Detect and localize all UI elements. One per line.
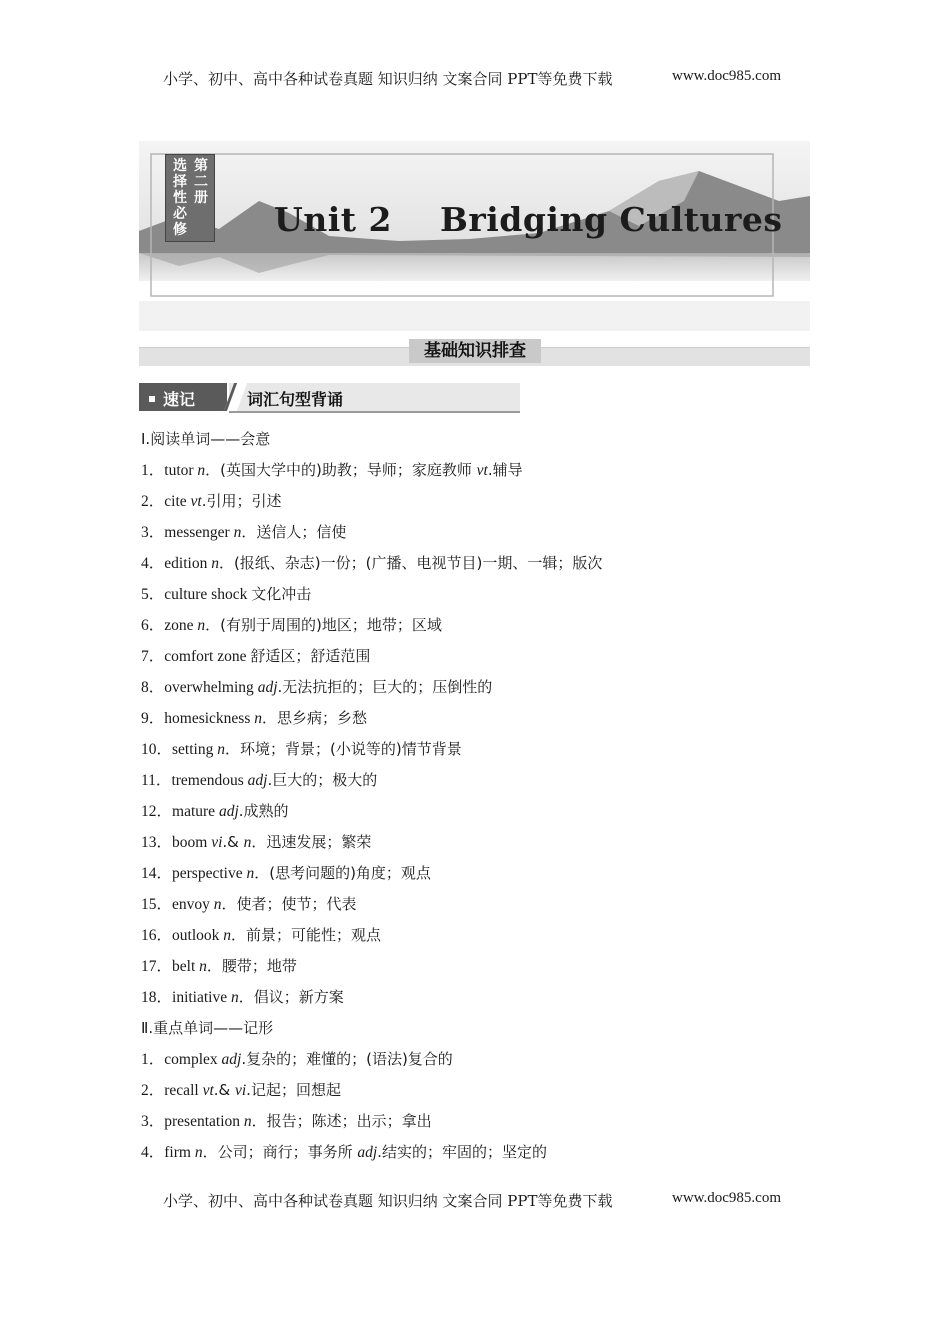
part-of-speech: n <box>194 1144 203 1161</box>
item-meaning: ．公司；商行；事务所 <box>202 1143 358 1161</box>
part-of-speech: vi <box>234 1082 247 1099</box>
item-word: perspective <box>172 865 247 882</box>
part-of-speech: n <box>246 865 255 882</box>
item-meaning: ．送信人；信使 <box>241 523 347 541</box>
section-heading: Ⅰ.阅读单词——会意 <box>141 430 271 448</box>
item-meaning: 文化冲击 <box>251 585 312 603</box>
vocab-item <box>141 582 821 613</box>
part-of-speech: n <box>199 958 207 975</box>
topic-tag-light <box>229 383 520 413</box>
vocab-item <box>141 861 821 892</box>
vocab-item <box>141 799 821 830</box>
vocab-item <box>141 985 821 1016</box>
item-word: boom <box>172 834 212 851</box>
item-word: homesickness <box>164 710 255 727</box>
square-bullet-icon <box>149 396 155 402</box>
item-meaning: ．腰带；地带 <box>206 957 297 975</box>
item-word: mature <box>172 803 219 820</box>
vocab-item <box>141 892 821 923</box>
item-number: 2． <box>141 1082 165 1099</box>
item-word: belt <box>172 958 200 975</box>
volume-tag <box>165 154 215 242</box>
item-number: 3． <box>141 524 165 541</box>
slash-divider <box>224 383 247 411</box>
item-word: cite <box>164 493 191 510</box>
volume-tag-col1: 选 择 性 必 修 <box>173 158 187 238</box>
vocab-item <box>141 1078 821 1109</box>
item-word: initiative <box>172 989 231 1006</box>
item-number: 7． <box>141 648 165 665</box>
vocab-item <box>141 520 821 551</box>
part-of-speech: n <box>243 1113 252 1130</box>
header-url: www.doc985.com <box>672 68 782 84</box>
item-meaning: ．报告；陈述；出示；拿出 <box>251 1112 432 1130</box>
item-meaning: ．迅速发展；繁荣 <box>251 833 372 851</box>
part-of-speech: vi <box>211 834 223 851</box>
item-word: complex <box>164 1051 222 1068</box>
section-title: 基础知识排查 <box>409 339 541 363</box>
part-of-speech: adj <box>247 772 268 789</box>
item-meaning: ．(报纸、杂志)一份；(广播、电视节目)一期、一辑；版次 <box>218 554 603 572</box>
vocab-item <box>141 551 821 582</box>
item-meaning: .无法抗拒的；巨大的；压倒性的 <box>277 678 493 696</box>
item-number: 17． <box>141 958 173 975</box>
item-number: 6． <box>141 617 165 634</box>
vocab-item <box>141 768 821 799</box>
item-word: culture shock <box>164 586 252 603</box>
vocab-item <box>141 954 821 985</box>
vocab-item <box>141 644 821 675</box>
vocab-item <box>141 613 821 644</box>
item-meaning: ．使者；使节；代表 <box>221 895 357 913</box>
item-meaning: .辅导 <box>487 461 523 479</box>
item-number: 12． <box>141 803 173 820</box>
footer-url: www.doc985.com <box>672 1190 782 1206</box>
item-meaning: ．(有别于周围的)地区；地带；区域 <box>205 616 442 634</box>
header-left-text: 小学、初中、高中各种试卷真题 知识归纳 文案合同 PPT等免费下载 <box>163 70 613 88</box>
item-number: 1． <box>141 1051 165 1068</box>
topic-tag-left: 速记 <box>163 390 196 409</box>
item-number: 13． <box>141 834 173 851</box>
topic-tag-right: 词汇句型背诵 <box>247 390 344 409</box>
item-number: 1． <box>141 462 165 479</box>
item-word: overwhelming <box>164 679 258 696</box>
part-of-speech: n <box>197 462 206 479</box>
item-word: setting <box>172 741 218 758</box>
item-number: 14． <box>141 865 173 882</box>
item-meaning: .结实的；牢固的；坚定的 <box>377 1143 547 1161</box>
vocabulary-list <box>141 427 821 1171</box>
item-meaning: .复杂的；难懂的；(语法)复合的 <box>241 1050 453 1068</box>
item-word: comfort zone <box>164 648 251 665</box>
part-of-speech: n <box>211 555 219 572</box>
vocab-item <box>141 1140 821 1171</box>
item-number: 15． <box>141 896 173 913</box>
vocab-item <box>141 706 821 737</box>
item-number: 4． <box>141 1144 165 1161</box>
part-of-speech: n <box>223 927 232 944</box>
item-number: 4． <box>141 555 165 572</box>
vocab-item <box>141 923 821 954</box>
unit-title: Unit 2 Bridging Cultures <box>274 200 783 239</box>
item-meaning: .成熟的 <box>238 802 289 820</box>
vocab-item <box>141 458 821 489</box>
item-meaning: .巨大的；极大的 <box>267 771 378 789</box>
vocab-item <box>141 1047 821 1078</box>
footer-left-text: 小学、初中、高中各种试卷真题 知识归纳 文案合同 PPT等免费下载 <box>163 1192 613 1210</box>
item-number: 16． <box>141 927 173 944</box>
item-word: edition <box>164 555 212 572</box>
item-meaning: .记起；回想起 <box>246 1081 341 1099</box>
item-word: presentation <box>164 1113 244 1130</box>
item-meaning: .& <box>222 833 244 851</box>
item-number: 2． <box>141 493 165 510</box>
part-of-speech: adj <box>257 679 278 696</box>
topic-tag <box>139 383 520 411</box>
item-word: zone <box>164 617 198 634</box>
item-meaning: 舒适区；舒适范围 <box>250 647 371 665</box>
vocab-item <box>141 830 821 861</box>
item-word: tutor <box>164 462 198 479</box>
item-word: tremendous <box>171 772 248 789</box>
item-meaning: ．前景；可能性；观点 <box>231 926 382 944</box>
item-word: messenger <box>164 524 234 541</box>
part-of-speech: vt <box>202 1082 214 1099</box>
item-word: firm <box>164 1144 195 1161</box>
part-of-speech: vt <box>476 462 488 479</box>
part-of-speech: n <box>243 834 252 851</box>
part-of-speech: n <box>213 896 222 913</box>
item-meaning: ．环境；背景；(小说等的)情节背景 <box>224 740 462 758</box>
section-heading: Ⅱ.重点单词——记形 <box>141 1019 274 1037</box>
part-of-speech: adj <box>357 1144 378 1161</box>
part-of-speech: n <box>231 989 239 1006</box>
item-number: 5． <box>141 586 165 603</box>
item-number: 8． <box>141 679 165 696</box>
item-number: 9． <box>141 710 165 727</box>
part-of-speech: adj <box>218 803 239 820</box>
part-of-speech: adj <box>221 1051 242 1068</box>
item-meaning: ．思乡病；乡愁 <box>262 709 368 727</box>
part-of-speech: n <box>197 617 206 634</box>
item-word: envoy <box>172 896 214 913</box>
item-word: recall <box>164 1082 203 1099</box>
item-number: 18． <box>141 989 173 1006</box>
item-number: 3． <box>141 1113 165 1130</box>
item-word: outlook <box>172 927 224 944</box>
vocab-item <box>141 1109 821 1140</box>
vocab-item <box>141 675 821 706</box>
item-number: 10． <box>141 741 173 758</box>
item-meaning: ．倡议；新方案 <box>238 988 344 1006</box>
item-meaning: .& <box>213 1081 235 1099</box>
vocab-item <box>141 737 821 768</box>
part-of-speech: n <box>254 710 262 727</box>
item-number: 11． <box>141 772 172 789</box>
part-of-speech: n <box>233 524 242 541</box>
item-meaning: .引用；引述 <box>201 492 282 510</box>
vocab-item <box>141 489 821 520</box>
item-meaning: ．(英国大学中的)助教；导师；家庭教师 <box>205 461 477 479</box>
volume-tag-col2: 第 二 册 <box>194 158 208 206</box>
item-meaning: ．(思考问题的)角度；观点 <box>254 864 431 882</box>
part-of-speech: n <box>217 741 225 758</box>
part-of-speech: vt <box>190 493 202 510</box>
topic-tag-dark <box>139 383 227 411</box>
